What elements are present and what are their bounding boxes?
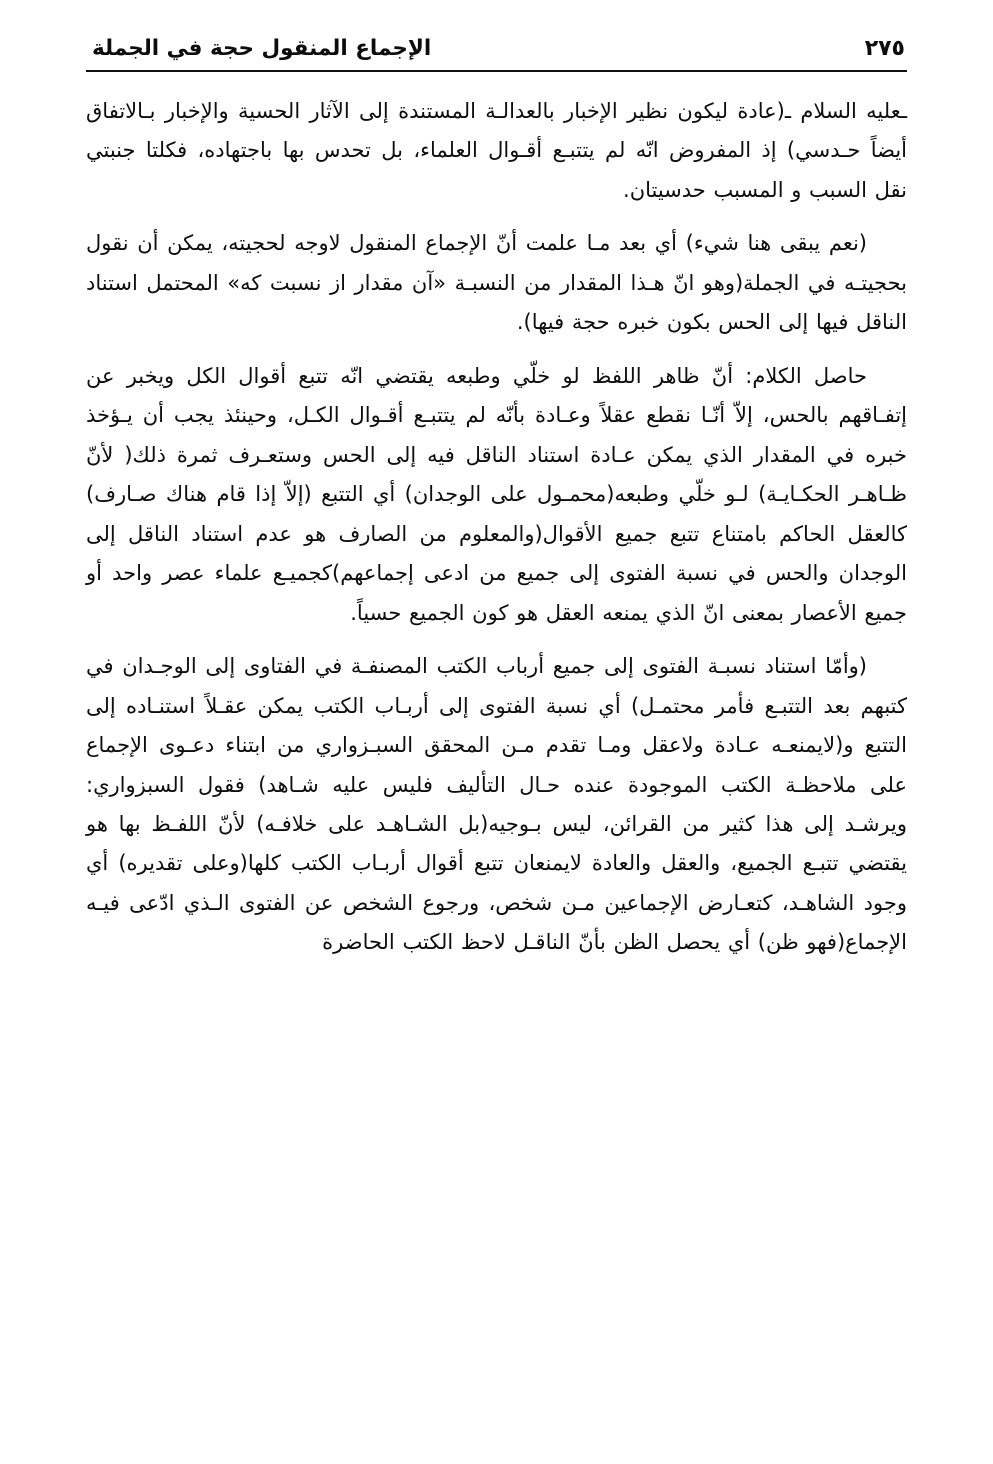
paragraph-3: حاصل الكلام: أنّ ظاهر اللفظ لو خلّي وطبعه يقتضي انّه تتبع أقوال الكل ويخبر عن إتفـاقهم بالحس، إلاّ أنّـا نقطع عقلاً وعـادة بأنّه لم يتتبـع أقـوال الكـل، وحينئذ يجب أن يـؤخذ خبره في المقدار الذي يمكن عـادة استناد الناقل فيه إلى الحس وستعـرف ثمرة ذلك( لأنّ ظـاهـر الحكـايـة) لـو خلّي وطبعه(محمـول على الوجدان) أي التتبع (إلاّ إذا قام هناك صـارف) كالعقل الحاكم بامتناع تتبع جميع الأقوال(والمعلوم من الصارف هو عدم استناد الناقل إلى الوجدان والحس في نسبة الفتوى إلى جميع من ادعى إجماعهم)كجميـع علماء عصر واحد أو جميع الأعصار بمعنى انّ الذي يمنعه العقل هو كون الجميع حسياً. <box>86 363 907 625</box>
running-title: الإجماع المنقول حجة في الجملة <box>92 36 432 61</box>
page-body <box>86 92 907 963</box>
paragraph-2: (نعم يبقى هنا شيء) أي بعد مـا علمت أنّ الإجماع المنقول لاوجه لحجيته، يمكن أن نقول بحجيتـه في الجملة(وهو انّ هـذا المقدار من النسبـة «آن مقدار از نسبت كه» المحتمل استناد الناقل فيها إلى الحس بكون خبره حجة فيها). <box>86 231 907 335</box>
paragraph-4: (وأمّا استناد نسبـة الفتوى إلى جميع أرباب الكتب المصنفـة في الفتاوى إلى الوجـدان في كتبهم بعد التتبـع فأمر محتمـل) أي نسبة الفتوى إلى أربـاب الكتب يمكن عقـلاً استنـاده إلى التتبع و(لايمنعـه عـادة ولاعقل ومـا تقدم مـن المحقق السبـزواري من ابتناء دعـوى الإجماع على ملاحظـة الكتب الموجودة عنده حـال التأليف فليس عليه شـاهد) فقول السبزواري: ويرشـد إلى هذا كثير من القرائن، ليس بـوجيه(بل الشـاهـد على خلافـه) لأنّ اللفـظ بها هو يقتضي تتبـع الجميع، والعقل والعادة لايمنعان تتبع أقوال أربـاب الكتب كلها(وعلى تقديره) أي وجود الشاهـد، كتعـارض الإجماعين مـن شخص، ورجوع الشخص عن الفتوى الـذي ادّعى فيـه الإجماع(فهو ظن) أي يحصل الظن بأنّ الناقـل لاحظ الكتب الحاضرة <box>86 654 907 955</box>
paragraph-1: ـعليه السلام ـ(عادة ليكون نظير الإخبار بالعدالـة المستندة إلى الآثار الحسية والإخبار بـالاتفاق أيضاً حـدسي) إذ المفروض انّه لم يتتبـع أقـوال العلماء، بل تحدس بها باجتهاده، فكلتا جنبتي نقل السبب و المسبب حدسيتان. <box>86 99 907 202</box>
header-divider <box>86 70 907 72</box>
page-header <box>86 36 907 61</box>
page-number: ٢٧٥ <box>864 36 905 61</box>
